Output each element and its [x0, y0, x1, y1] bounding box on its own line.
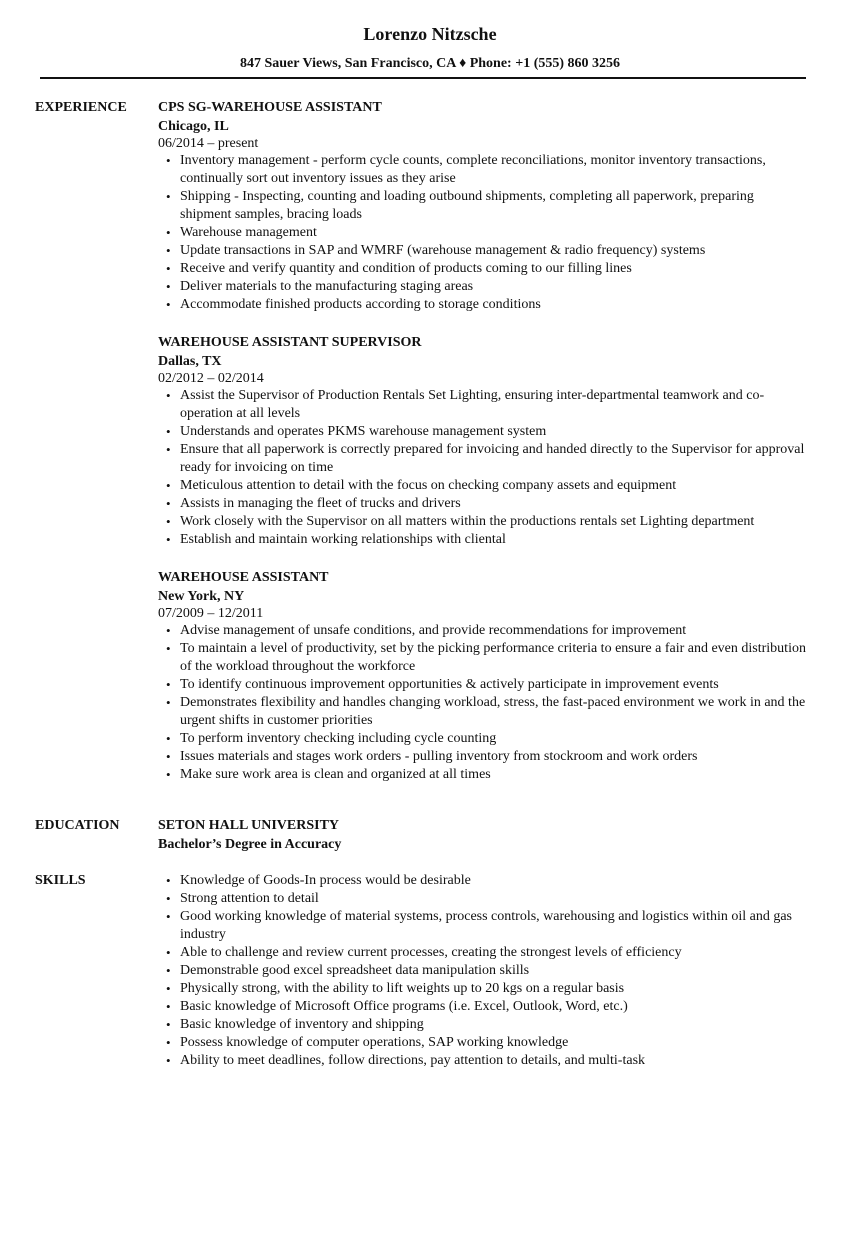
job-title: WAREHOUSE ASSISTANT SUPERVISOR [158, 335, 422, 350]
job-dates: 06/2014 – present [158, 136, 259, 151]
list-item: • Meticulous attention to detail with the focus on checking company assets and equipment [158, 477, 808, 495]
job-location: Dallas, TX [158, 354, 222, 369]
list-item: • Basic knowledge of inventory and shipping [158, 1016, 808, 1034]
education-body [158, 817, 808, 854]
job-1 [158, 99, 808, 314]
list-item: • Basic knowledge of Microsoft Office programs (i.e. Excel, Outlook, Word, etc.) [158, 998, 808, 1016]
experience-label: EXPERIENCE [35, 100, 127, 115]
skills-label: SKILLS [35, 873, 86, 888]
list-item: • Receive and verify quantity and condition of products coming to our filling lines [158, 260, 808, 278]
degree: Bachelor’s Degree in Accuracy [158, 837, 342, 852]
list-item: • To identify continuous improvement opportunities & actively participate in improvement events [158, 676, 808, 694]
list-item: • Update transactions in SAP and WMRF (warehouse management & radio frequency) systems [158, 242, 808, 260]
list-item: • Establish and maintain working relationships with cliental [158, 531, 808, 549]
job-title: CPS SG-WAREHOUSE ASSISTANT [158, 100, 382, 115]
job-title: WAREHOUSE ASSISTANT [158, 570, 329, 585]
list-item: • Accommodate finished products according to storage conditions [158, 296, 808, 314]
list-item: • Ensure that all paperwork is correctly prepared for invoicing and handed directly to the Supervisor for approval ready for invoicing on time [158, 441, 808, 477]
job-2 [158, 334, 808, 549]
school-name: SETON HALL UNIVERSITY [158, 818, 340, 833]
list-item: • Possess knowledge of computer operations, SAP working knowledge [158, 1034, 808, 1052]
job-3 [158, 569, 808, 784]
list-item: • Knowledge of Goods-In process would be desirable [158, 872, 808, 890]
job-bullets [158, 152, 808, 314]
list-item: • Physically strong, with the ability to lift weights up to 20 kgs on a regular basis [158, 980, 808, 998]
header-divider [40, 77, 806, 79]
list-item: • Make sure work area is clean and organized at all times [158, 766, 808, 784]
job-bullets [158, 387, 808, 549]
job-location: New York, NY [158, 589, 245, 604]
list-item: • Demonstrates flexibility and handles changing workload, stress, the fast-paced environment we work in and the urgent shifts in customer priorities [158, 694, 808, 730]
job-dates: 07/2009 – 12/2011 [158, 606, 264, 621]
list-item: • Advise management of unsafe conditions, and provide recommendations for improvement [158, 622, 808, 640]
list-item: • Issues materials and stages work orders - pulling inventory from stockroom and work orders [158, 748, 808, 766]
list-item: • Shipping - Inspecting, counting and loading outbound shipments, completing all paperwork, preparing shipment samples, bracing loads [158, 188, 808, 224]
list-item: • Able to challenge and review current processes, creating the strongest levels of efficiency [158, 944, 808, 962]
list-item: • To perform inventory checking including cycle counting [158, 730, 808, 748]
list-item: • Understands and operates PKMS warehouse management system [158, 423, 808, 441]
job-bullets [158, 622, 808, 784]
list-item: • Work closely with the Supervisor on all matters within the productions rentals set Lighting department [158, 513, 808, 531]
list-item: • Deliver materials to the manufacturing staging areas [158, 278, 808, 296]
list-item: • To maintain a level of productivity, set by the picking performance criteria to ensure a fair and even distribution of the workload throughout the workforce [158, 640, 808, 676]
education-label: EDUCATION [35, 818, 120, 833]
skills-list [158, 872, 808, 1070]
experience-body [158, 99, 808, 804]
skills-body [158, 872, 808, 1070]
list-item: • Warehouse management [158, 224, 808, 242]
candidate-name: Lorenzo Nitzsche [363, 24, 497, 44]
list-item: • Inventory management - perform cycle counts, complete reconciliations, monitor inventory transactions, continually sort out inventory issues as they arise [158, 152, 808, 188]
resume-header [0, 22, 860, 73]
list-item: • Strong attention to detail [158, 890, 808, 908]
list-item: • Demonstrable good excel spreadsheet data manipulation skills [158, 962, 808, 980]
job-location: Chicago, IL [158, 119, 229, 134]
job-dates: 02/2012 – 02/2014 [158, 371, 264, 386]
list-item: • Ability to meet deadlines, follow directions, pay attention to details, and multi-task [158, 1052, 808, 1070]
contact-line: 847 Sauer Views, San Francisco, CA ♦ Phone: +1 (555) 860 3256 [239, 56, 621, 71]
list-item: • Assist the Supervisor of Production Rentals Set Lighting, ensuring inter-departmental teamwork and co-operation at all levels [158, 387, 808, 423]
list-item: • Assists in managing the fleet of trucks and drivers [158, 495, 808, 513]
list-item: • Good working knowledge of material systems, process controls, warehousing and logistics within oil and gas industry [158, 908, 808, 944]
